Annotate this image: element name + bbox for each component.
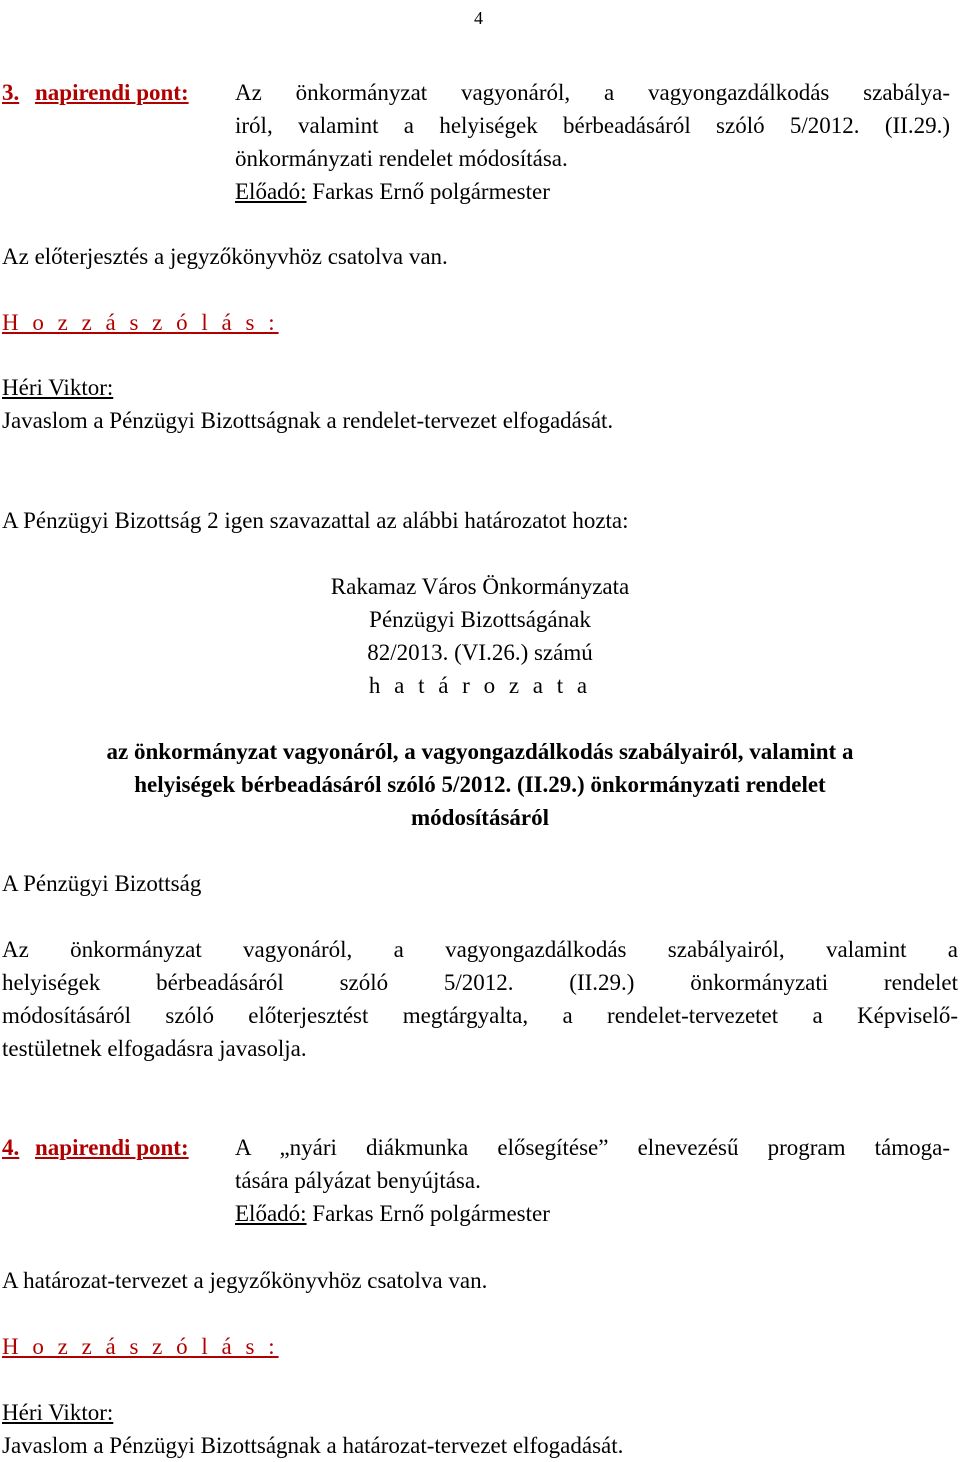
speaker-statement: Javaslom a Pénzügyi Bizottságnak a határozat-tervezet elfogadását.	[2, 1433, 624, 1458]
agenda-item-3-title-line-3: önkormányzati rendelet módosítása.	[235, 146, 568, 171]
agenda-item-3-label: napirendi pont:	[35, 80, 189, 105]
resolution-title-line-3: módosításáról	[411, 805, 549, 830]
agenda-item-3-title-line-1: Az önkormányzat vagyonáról, a vagyongazdálkodás szabálya-	[235, 80, 950, 105]
vote-sentence: A Pénzügyi Bizottság 2 igen szavazattal az alábbi határozatot hozta:	[2, 508, 629, 533]
speaker-statement: Javaslom a Pénzügyi Bizottságnak a rendelet-tervezet elfogadását.	[2, 408, 614, 433]
attachment-note: Az előterjesztés a jegyzőkönyvhöz csatolva van.	[2, 244, 448, 269]
agenda-item-3-title-line-2: iról, valamint a helyiségek bérbeadásáról szóló 5/2012. (II.29.)	[235, 113, 950, 138]
comments-heading: H o z z á s z ó l á s :	[2, 1334, 279, 1359]
resolution-issuer: Rakamaz Város Önkormányzata	[330, 574, 630, 599]
attachment-note: A határozat-tervezet a jegyzőkönyvhöz csatolva van.	[2, 1268, 488, 1293]
agenda-item-4-number: 4.	[2, 1135, 20, 1160]
resolution-body-line-1: Az önkormányzat vagyonáról, a vagyongazdálkodás szabályairól, valamint a	[2, 937, 958, 962]
resolution-body-line-2: helyiségek bérbeadásáról szóló 5/2012. (II.29.) önkormányzati rendelet	[2, 970, 958, 995]
agenda-item-4-title-line-1: A „nyári diákmunka elősegítése” elnevezésű program támoga-	[235, 1135, 950, 1160]
resolution-body-intro: A Pénzügyi Bizottság	[2, 871, 202, 896]
agenda-item-4-title-line-2: tására pályázat benyújtása.	[235, 1168, 481, 1193]
agenda-item-3-number: 3.	[2, 80, 20, 105]
speaker-name: Héri Viktor:	[2, 1400, 114, 1425]
resolution-committee: Pénzügyi Bizottságának	[369, 607, 591, 632]
resolution-word: h a t á r o z a t a	[368, 673, 592, 698]
comments-heading: H o z z á s z ó l á s :	[2, 310, 279, 335]
presenter-label: Előadó:	[235, 1201, 307, 1226]
page-number: 4	[474, 8, 483, 28]
resolution-title-line-1: az önkormányzat vagyonáról, a vagyongazdálkodás szabályairól, valamint a	[106, 739, 854, 764]
presenter-name: Farkas Ernő polgármester	[312, 179, 550, 204]
agenda-item-4-label: napirendi pont:	[35, 1135, 189, 1160]
resolution-body-line-3: módosításáról szóló előterjesztést megtárgyalta, a rendelet-tervezetet a Képviselő-	[2, 1003, 958, 1028]
resolution-title-line-2: helyiségek bérbeadásáról szóló 5/2012. (II.29.) önkormányzati rendelet	[134, 772, 826, 797]
resolution-number: 82/2013. (VI.26.) számú	[367, 640, 593, 665]
resolution-body-line-4: testületnek elfogadásra javasolja.	[2, 1036, 307, 1061]
presenter-label: Előadó:	[235, 179, 307, 204]
presenter-name: Farkas Ernő polgármester	[312, 1201, 550, 1226]
speaker-name: Héri Viktor:	[2, 375, 114, 400]
agenda-item-3-presenter-row	[235, 175, 550, 208]
agenda-item-4-presenter-row	[235, 1197, 550, 1230]
